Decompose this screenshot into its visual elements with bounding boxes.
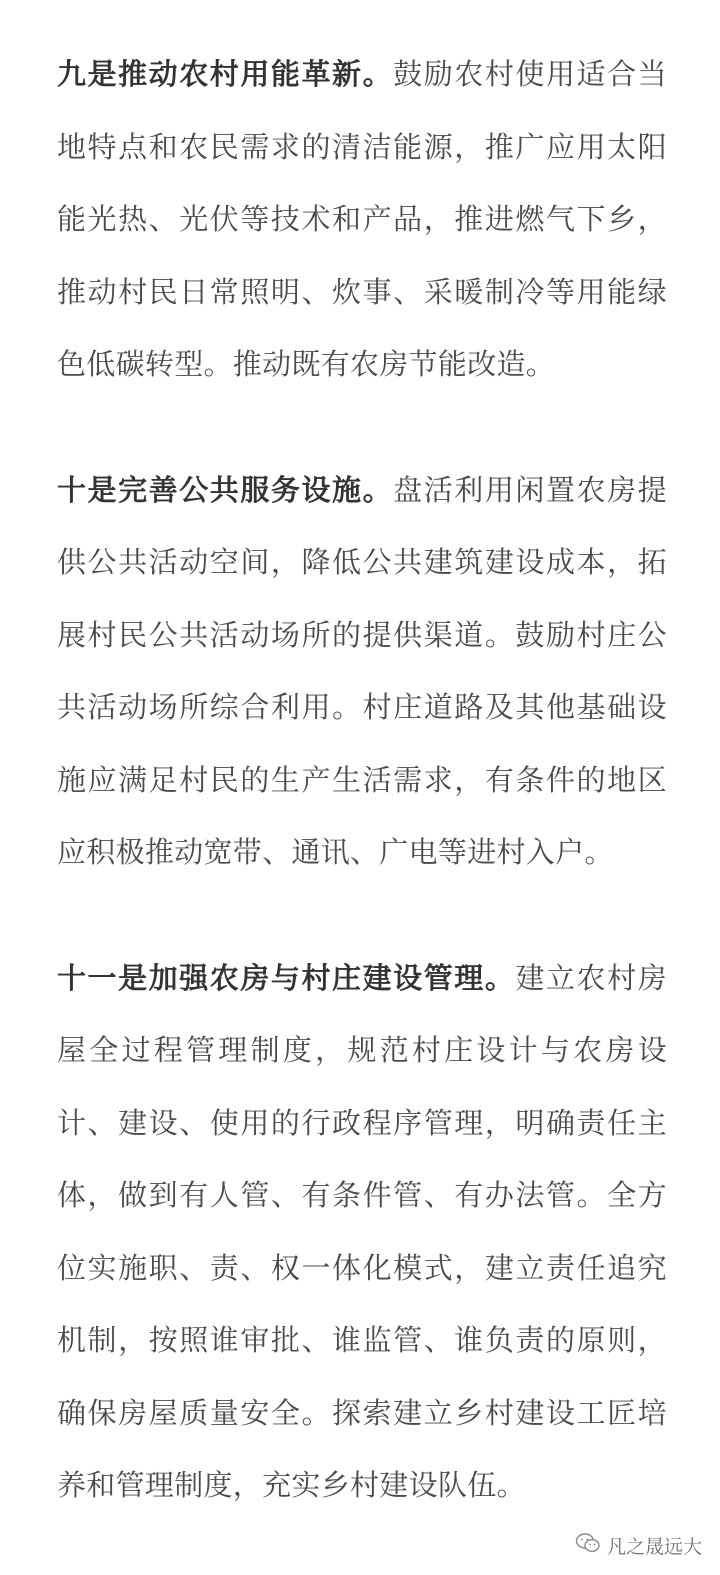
article-body: [57, 38, 667, 1575]
wechat-icon: [575, 1532, 601, 1559]
paragraph-text: 盘活利用闲置农房提供公共活动空间，降低公共建筑建设成本，拓展村民公共活动场所的提供渠道。鼓励村庄公共活动场所综合利用。村庄道路及其他基础设施应满足村民的生产生活需求，有条件的地区应积极推动宽带、通讯、广电等进村入户。: [57, 472, 667, 869]
paragraph-lead: 九是推动农村用能革新。: [57, 57, 394, 91]
paragraph-public-facilities: [57, 454, 667, 889]
paragraph-text: 鼓励农村使用适合当地特点和农民需求的清洁能源，推广应用太阳能光热、光伏等技术和产品，推进燃气下乡，推动村民日常照明、炊事、采暖制冷等用能绿色低碳转型。推动既有农房节能改造。: [57, 57, 667, 381]
paragraph-construction-management: [57, 942, 667, 1522]
paragraph-lead: 十一是加强农房与村庄建设管理。: [57, 960, 516, 995]
watermark-text: 凡之晟远大: [606, 1536, 702, 1558]
paragraph-rural-energy: [57, 38, 667, 401]
watermark: [575, 1532, 702, 1559]
paragraph-text: 建立农村房屋全过程管理制度，规范村庄设计与农房设计、建设、使用的行政程序管理，明确责任主体，做到有人管、有条件管、有办法管。全方位实施职、责、权一体化模式，建立责任追究机制，按照谁审批、谁监管、谁负责的原则，确保房屋质量安全。探索建立乡村建设工匠培养和管理制度，充实乡村建设队伍。: [57, 960, 667, 1502]
paragraph-lead: 十是完善公共服务设施。: [57, 472, 394, 507]
